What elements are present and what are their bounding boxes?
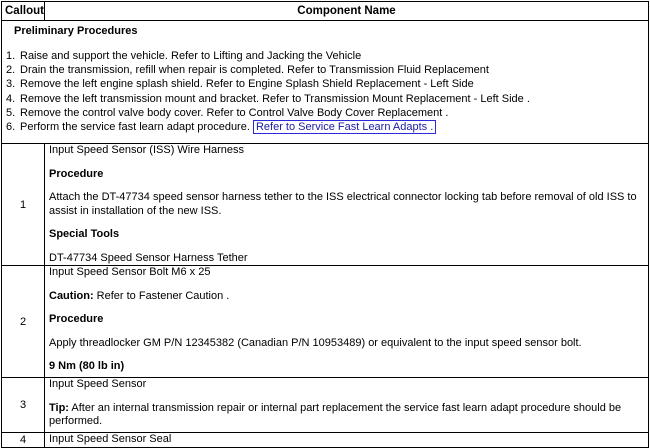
step-text: Remove the left engine splash shield. Refer to Engine Splash Shield Replacement - Left Side [20,78,474,91]
component-name: Input Speed Sensor (ISS) Wire Harness [49,144,245,156]
step-item [6,120,644,134]
preliminary-row [2,21,649,144]
step-number: 1. [6,50,16,62]
tip-line [49,402,644,429]
step-text: Remove the control valve body cover. Refer to Control Valve Body Cover Replacement . [20,106,449,119]
step-text: Perform the service fast learn adapt procedure. [20,121,253,134]
step-item [6,106,644,120]
table-row [2,433,649,448]
callout-number: 3 [2,378,45,433]
step-number: 2. [6,64,16,77]
step-item [6,63,644,77]
special-tools-text: DT-47734 Speed Sensor Harness Tether [49,251,248,264]
caution-line [49,290,644,304]
procedure-text: Apply threadlocker GM P/N 12345382 (Canadian P/N 10953489) or equivalent to the input speed sensor bolt. [49,336,582,349]
table-row [2,378,649,433]
step-text: Drain the transmission, refill when repair is completed. Refer to Transmission Fluid Replacement [20,64,489,77]
step-number: 3. [6,78,16,91]
component-cell [45,266,649,378]
component-name: Input Speed Sensor Seal [49,433,172,445]
step-text: Raise and support the vehicle. Refer to Lifting and Jacking the Vehicle [20,50,362,62]
component-column-header: Component Name [45,2,649,21]
step-number: 4. [6,92,16,105]
step-text: Remove the left transmission mount and bracket. Refer to Transmission Mount Replacement - Left Side . [20,92,530,105]
procedure-label: Procedure [49,313,104,325]
tip-text: After an internal transmission repair or internal part replacement the service fast learn adapt procedure should be performed. [49,401,622,427]
table-row [2,144,649,266]
procedure-label: Procedure [49,167,104,180]
step-item [6,49,644,63]
component-name: Input Speed Sensor [49,378,147,390]
table-header-row [2,2,649,21]
preliminary-title: Preliminary Procedures [14,25,138,37]
component-cell [45,378,649,433]
caution-label: Caution: [49,289,94,302]
callout-number: 2 [2,266,45,378]
callout-number: 1 [2,144,45,266]
step-item [6,92,644,106]
torque-spec: 9 Nm (80 lb in) [49,360,125,372]
special-tools-label: Special Tools [49,228,120,240]
service-fast-learn-link[interactable]: Refer to Service Fast Learn Adapts . [253,120,436,134]
callout-number: 4 [2,433,45,448]
preliminary-steps [6,49,644,134]
component-table [1,1,649,448]
component-cell [45,433,649,448]
step-number: 6. [6,121,16,134]
tip-label: Tip: [49,401,69,414]
preliminary-cell [2,21,649,144]
step-number: 5. [6,106,16,119]
callout-column-header: Callout [2,2,45,21]
component-name: Input Speed Sensor Bolt M6 x 25 [49,266,211,278]
table-row [2,266,649,378]
component-cell [45,144,649,266]
caution-text: Refer to Fastener Caution . [93,289,230,302]
procedure-text: Attach the DT-47734 speed sensor harness tether to the ISS electrical connector locking tab before removal of old ISS to assist in installation of the new ISS. [49,191,637,217]
step-item [6,77,644,91]
